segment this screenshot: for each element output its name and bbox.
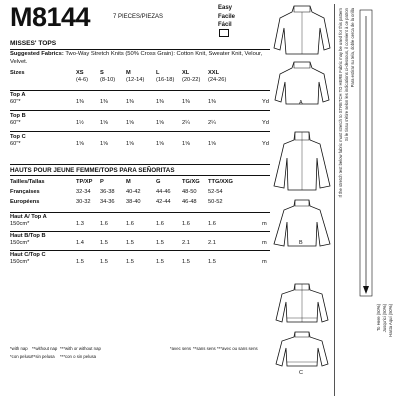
french-sizes-row [10,189,270,196]
fabric-width: 60"* [10,120,21,126]
view-label-a: A [299,100,303,106]
view-label: Haut A/ Top A [10,214,47,220]
fold-text-fr: Jusqu'ici (50%) [382,304,387,333]
range-cell: (8-10) [100,77,116,83]
range-cell: (20-22) [182,77,201,83]
fabrics-label: Suggested Fabrics: [10,51,64,57]
level-en: Easy [218,5,233,11]
view-label: Top B [10,113,26,119]
divider [10,131,270,132]
table-cell: 2¼ [182,120,190,126]
fabric-width: 150cm* [10,221,30,227]
divider [334,4,336,396]
table-cell: 1⅝ [182,141,190,147]
table-cell: 1⅜ [100,99,108,105]
table-cell: 50-52 [208,199,223,205]
row-label: Européens [10,199,40,205]
size-cell: XL [182,70,190,76]
size-cell: XXL [208,70,220,76]
table-cell: 34-36 [100,199,115,205]
size-cell: S [100,70,104,76]
divider [10,110,270,111]
table-cell: 1⅝ [156,141,164,147]
table-cell: 44-46 [156,189,171,195]
view-label: Top A [10,92,26,98]
size-cell: TP/XP [76,179,93,185]
table-cell: 42-44 [156,199,171,205]
table-cell: 1.6 [208,221,216,227]
difficulty-level [218,4,235,30]
top-b-block [10,113,270,127]
range-cell: (4-6) [76,77,89,83]
level-fr: Facile [218,13,236,20]
table-cell: 1.6 [100,221,108,227]
fabric-width: 150cm* [10,240,30,246]
level-es: Fácil [218,22,232,28]
table-cell: 1.6 [156,221,164,227]
unit: Yd [262,141,269,147]
page-title: MISSES' TOPS [10,40,57,47]
table-cell: 2.1 [182,240,190,246]
unit: m [262,259,267,265]
table-cell: 1⅝ [156,120,164,126]
table-cell: 38-40 [126,199,141,205]
view-label-c: C [299,370,303,376]
table-cell: 1⅝ [76,141,84,147]
footnote: ***with or without nap [60,346,101,351]
top-c-back-sketch [274,330,330,370]
size-cell: G [156,179,161,185]
table-cell: 36-38 [100,189,115,195]
top-c-block [10,134,270,148]
table-cell: 1.5 [182,259,190,265]
view-sketches [272,0,332,400]
sizes-row [10,179,270,186]
table-cell: 1.5 [100,240,108,246]
footnote: **without nap [32,346,58,351]
top-b-front-sketch [272,130,332,194]
pattern-number: M8144 [10,2,91,32]
table-cell: 1.5 [126,259,134,265]
size-cell: TTG/XXG [208,179,233,185]
footnote: **sans sens [193,346,216,351]
table-cell: 32-34 [76,189,91,195]
footnote: *avec sens [170,346,192,351]
table-cell: 1.5 [100,259,108,265]
size-cell: XS [76,70,84,76]
fabric-width: 60"* [10,99,21,105]
top-a-front-sketch [272,2,332,58]
table-cell: 1.5 [208,259,216,265]
fold-text-en: To Here (50%) [376,304,381,331]
section-title-fr-es: HAUTS POUR JEUNE FEMME/TOPS PARA SEÑORITAS [10,167,175,174]
footnote: *con pelusa [10,354,33,359]
table-cell: 1⅜ [126,99,134,105]
divider [10,49,270,50]
haut-b-block [10,233,270,247]
divider [10,90,270,91]
haut-c-block [10,252,270,266]
table-cell: 1.4 [76,240,84,246]
table-cell: 1.5 [76,259,84,265]
size-cell: L [156,70,160,76]
table-cell: 1.6 [182,221,190,227]
stretch-text-en: If the stretch test below fabric must stretch to STRETCH TO HERE Fabric may be used for this pattern [338,8,343,198]
table-cell: 1⅝ [100,120,108,126]
table-cell: 1.5 [156,240,164,246]
metric-size-table [10,179,270,206]
suggested-fabrics [10,51,270,66]
top-a-block [10,92,270,106]
fabrics-text: Two-Way Stretch Knits (50% Cross Grain): Cotton Knit, Sweater Knit, Velour, Velvet. [10,51,263,65]
top-c-front-sketch [274,282,330,326]
table-cell: 2¼ [208,120,216,126]
european-sizes-row [10,199,270,206]
divider [10,250,270,251]
piece-count: 7 PIECES/PIEZAS [113,14,164,20]
table-cell: 1½ [76,120,84,126]
view-label: Haut B/Top B [10,233,46,239]
fabric-width: 150cm* [10,259,30,265]
size-cell: P [100,179,104,185]
range-cell: (12-14) [126,77,145,83]
table-cell: 48-50 [182,189,197,195]
table-cell: 2.1 [208,240,216,246]
row-label: Tailles/Tallas [10,179,45,185]
table-cell: 1⅜ [76,99,84,105]
footnote: ***con o sin pelusa [60,354,97,359]
divider [10,212,270,213]
table-cell: 1⅜ [182,99,190,105]
unit: Yd [262,120,269,126]
view-label-b: B [299,240,303,246]
unit: m [262,221,267,227]
table-cell: 46-48 [182,199,197,205]
range-cell: (16-18) [156,77,175,83]
unit: m [262,240,267,246]
table-cell: 52-54 [208,189,223,195]
table-cell: 1⅜ [208,99,216,105]
view-label: Top C [10,134,26,140]
ranges-row [10,77,270,84]
divider [10,164,270,165]
table-cell: 1⅝ [126,120,134,126]
table-cell: 30-32 [76,199,91,205]
footnote: **sin pelusa [32,354,55,359]
row-label: Françaises [10,189,40,195]
stretch-text-es: Para estirar su tela, doble cerca de la orilla [350,8,355,88]
stretch-gauge [334,4,394,396]
view-label: Haut C/Top C [10,252,46,258]
table-cell: 1.5 [156,259,164,265]
fabric-width: 60"* [10,141,21,147]
sizes-row [10,70,270,77]
stretch-arrow-icon [358,8,374,298]
table-cell: 1.6 [126,221,134,227]
table-cell: 1.3 [76,221,84,227]
divider [10,231,270,232]
table-cell: 1.5 [126,240,134,246]
unit: Yd [262,99,269,105]
range-cell: (24-26) [208,77,227,83]
size-cell: M [126,179,131,185]
size-cell: M [126,70,131,76]
size-cell: TG/XG [182,179,200,185]
sizes-label: Sizes [10,70,25,76]
table-cell: 1⅝ [100,141,108,147]
fold-text-es: Hasta Aquí (50%) [388,304,393,337]
table-cell: 1⅜ [156,99,164,105]
footnote: ***avec ou sans sens [217,346,258,351]
stretch-text-fr: Si le tissu s'étire selon les indications ci-dessous, il convient à ce patron [344,8,349,142]
table-cell: 1⅝ [208,141,216,147]
haut-a-block [10,214,270,228]
divider [10,175,270,176]
table-cell: 40-42 [126,189,141,195]
yardage-table [10,70,270,84]
footnote: *with nap [10,346,28,351]
level-box [219,29,229,37]
table-cell: 1⅝ [126,141,134,147]
